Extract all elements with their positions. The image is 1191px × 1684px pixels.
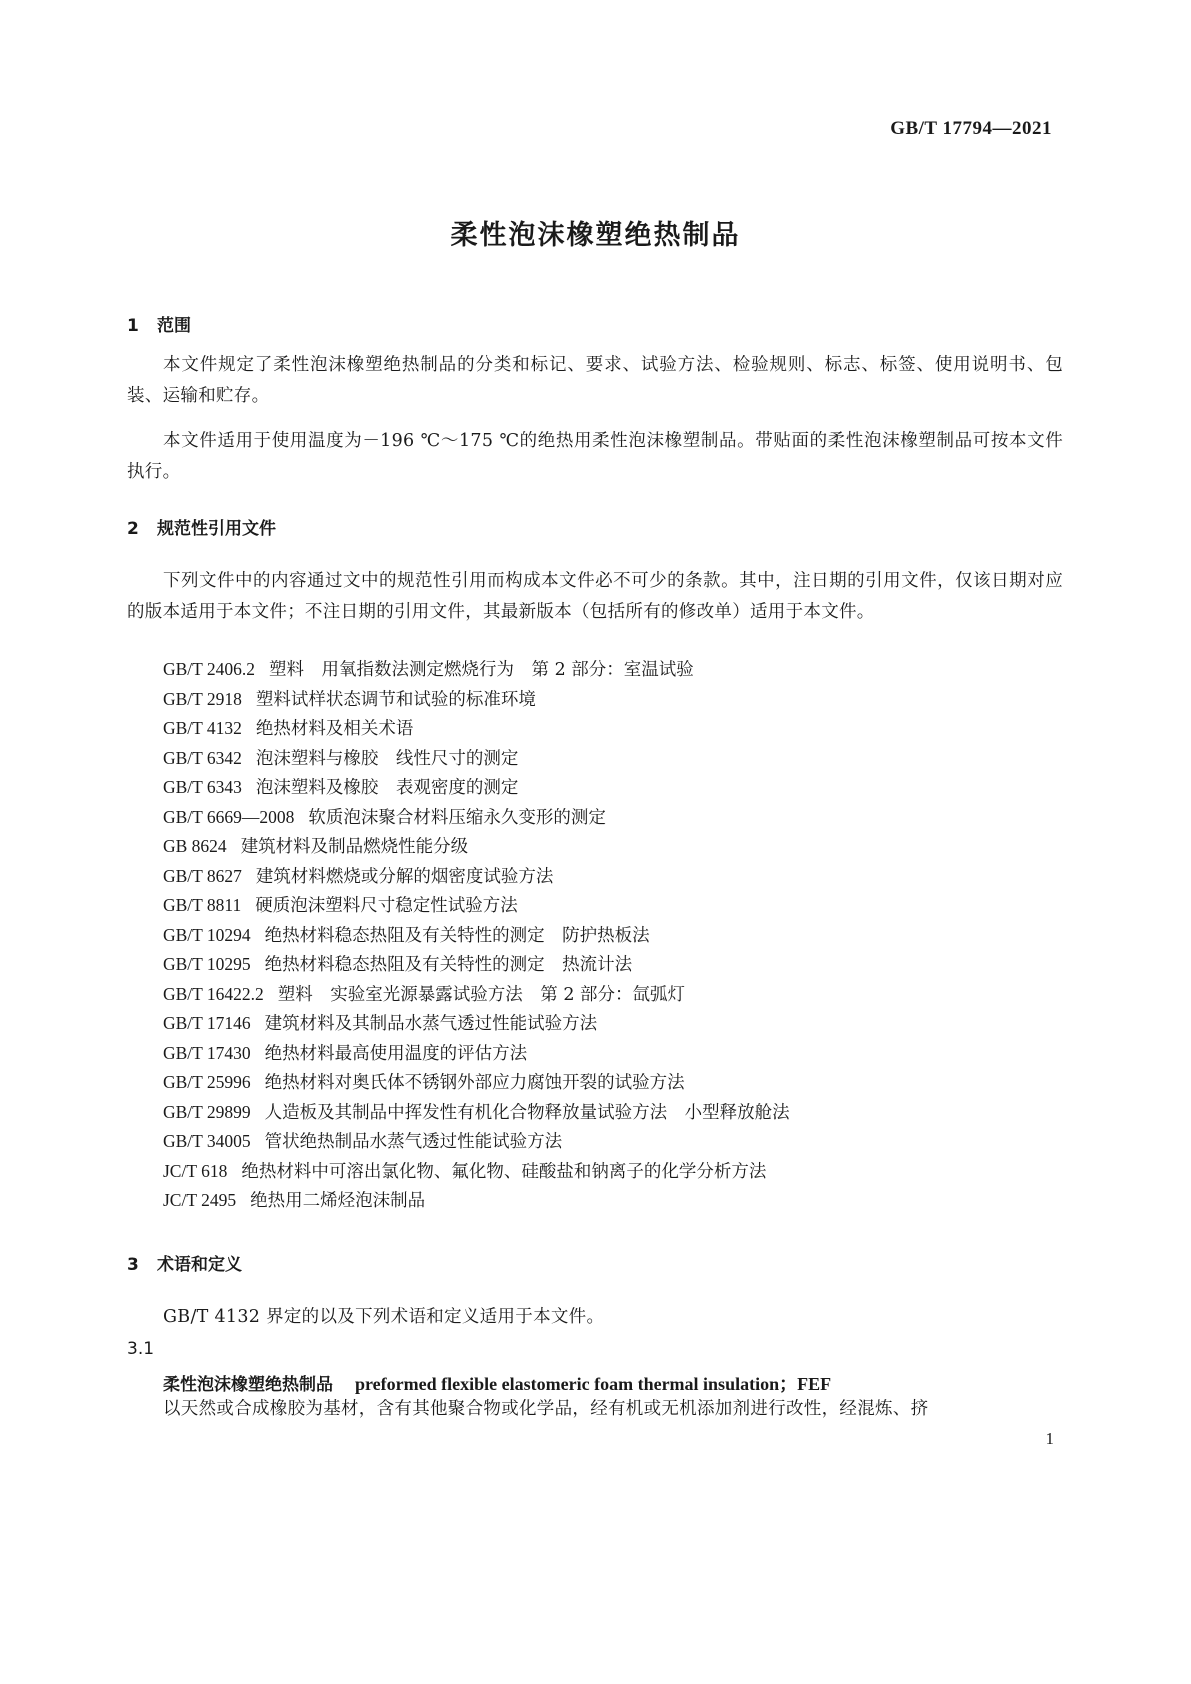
reference-title: 建筑材料及制品燃烧性能分级 [240,837,469,857]
reference-title: 建筑材料及其制品水蒸气透过性能试验方法 [264,1014,598,1034]
reference-title: 绝热材料稳态热阻及有关特性的测定 热流计法 [264,955,633,975]
reference-item [163,891,790,921]
reference-item [163,950,790,980]
reference-item [163,1186,790,1216]
reference-item [163,1127,790,1157]
reference-item [163,744,790,774]
reference-code: JC/T 618 [163,1160,228,1181]
reference-item [163,1068,790,1098]
reference-title: 塑料 实验室光源暴露试验方法 第 2 部分：氙弧灯 [277,984,686,1005]
reference-item [163,1009,790,1039]
term-entry [163,1370,831,1396]
reference-title: 泡沫塑料及橡胶 表观密度的测定 [255,778,519,798]
section-title: 范围 [157,316,191,336]
reference-title: 绝热材料对奥氏体不锈钢外部应力腐蚀开裂的试验方法 [264,1073,685,1093]
reference-title: 管状绝热制品水蒸气透过性能试验方法 [264,1132,563,1152]
reference-item [163,1157,790,1187]
refs-intro-paragraph: 下列文件中的内容通过文中的规范性引用而构成本文件必不可少的条款。其中，注日期的引用文件，仅该日期对应的版本适用于本文件；不注日期的引用文件，其最新版本（包括所有的修改单）适用于本文件。 [127,571,1063,622]
reference-code: GB/T 8627 [163,865,242,886]
reference-item [163,832,790,862]
reference-title: 绝热材料稳态热阻及有关特性的测定 防护热板法 [264,925,650,946]
reference-item [163,980,790,1010]
scope-paragraph-2: 本文件适用于使用温度为－196 ℃～175 ℃的绝热用柔性泡沫橡塑制品。带贴面的柔性泡沫橡塑制品可按本文件执行。 [127,431,1063,482]
terms-intro-paragraph: GB/T 4132 界定的以及下列术语和定义适用于本文件。 [163,1307,605,1327]
reference-code: GB/T 17430 [163,1042,251,1063]
reference-title: 绝热材料中可溶出氯化物、氟化物、硅酸盐和钠离子的化学分析方法 [241,1161,767,1182]
reference-item [163,803,790,833]
term-chinese: 柔性泡沫橡塑绝热制品 [163,1375,333,1395]
reference-title: 塑料试样状态调节和试验的标准环境 [255,689,536,710]
reference-code: GB/T 34005 [163,1131,251,1151]
document-title: 柔性泡沫橡塑绝热制品 [450,220,741,251]
reference-item [163,685,790,715]
standard-code: GB/T 17794—2021 [890,118,1052,139]
reference-title: 塑料 用氧指数法测定燃烧行为 第 2 部分：室温试验 [269,660,694,680]
reference-code: GB/T 2918 [163,688,242,709]
reference-title: 软质泡沫聚合材料压缩永久变形的测定 [308,807,606,828]
term-english: preformed flexible elastomeric foam thermal insulation；FEF [355,1374,832,1394]
section-title: 规范性引用文件 [157,519,276,539]
reference-item [163,655,790,685]
reference-code: GB/T 6342 [163,747,242,768]
reference-item [163,714,790,744]
page-number: 1 [1045,1429,1054,1448]
reference-title: 绝热材料最高使用温度的评估方法 [264,1043,528,1064]
reference-code: GB 8624 [163,836,227,856]
reference-title: 人造板及其制品中挥发性有机化合物释放量试验方法 小型释放舱法 [264,1102,790,1123]
reference-code: GB/T 6343 [163,777,242,797]
section-2-heading [127,514,276,539]
reference-code: GB/T 2406.2 [163,659,256,679]
reference-item [163,773,790,803]
section-number: 1 [127,316,139,336]
reference-code: GB/T 16422.2 [163,983,264,1004]
reference-title: 绝热材料及相关术语 [255,719,414,739]
reference-code: GB/T 25996 [163,1072,251,1092]
reference-item [163,921,790,951]
reference-item [163,1098,790,1128]
reference-list [163,655,790,1216]
scope-paragraph-1: 本文件规定了柔性泡沫橡塑绝热制品的分类和标记、要求、试验方法、检验规则、标志、标签、使用说明书、包装、运输和贮存。 [127,355,1063,406]
reference-item [163,1039,790,1069]
reference-title: 泡沫塑料与橡胶 线性尺寸的测定 [255,748,519,769]
reference-code: GB/T 29899 [163,1101,251,1122]
reference-code: GB/T 10294 [163,924,251,945]
reference-code: GB/T 10295 [163,954,251,974]
term-number: 3.1 [127,1339,155,1359]
reference-code: JC/T 2495 [163,1190,237,1210]
section-3-heading [127,1250,242,1275]
reference-code: GB/T 4132 [163,718,242,738]
reference-title: 硬质泡沫塑料尺寸稳定性试验方法 [255,896,518,916]
reference-code: GB/T 6669—2008 [163,806,295,827]
reference-title: 建筑材料燃烧或分解的烟密度试验方法 [255,866,554,887]
section-title: 术语和定义 [157,1255,242,1275]
section-number: 3 [127,1255,139,1275]
reference-title: 绝热用二烯烃泡沫制品 [250,1191,426,1211]
section-1-heading [127,311,191,336]
reference-item [163,862,790,892]
section-number: 2 [127,519,139,539]
reference-code: GB/T 17146 [163,1013,251,1033]
reference-code: GB/T 8811 [163,895,242,915]
term-definition: 以天然或合成橡胶为基材，含有其他聚合物或化学品，经有机或无机添加剂进行改性，经混炼、挤 [163,1399,929,1419]
